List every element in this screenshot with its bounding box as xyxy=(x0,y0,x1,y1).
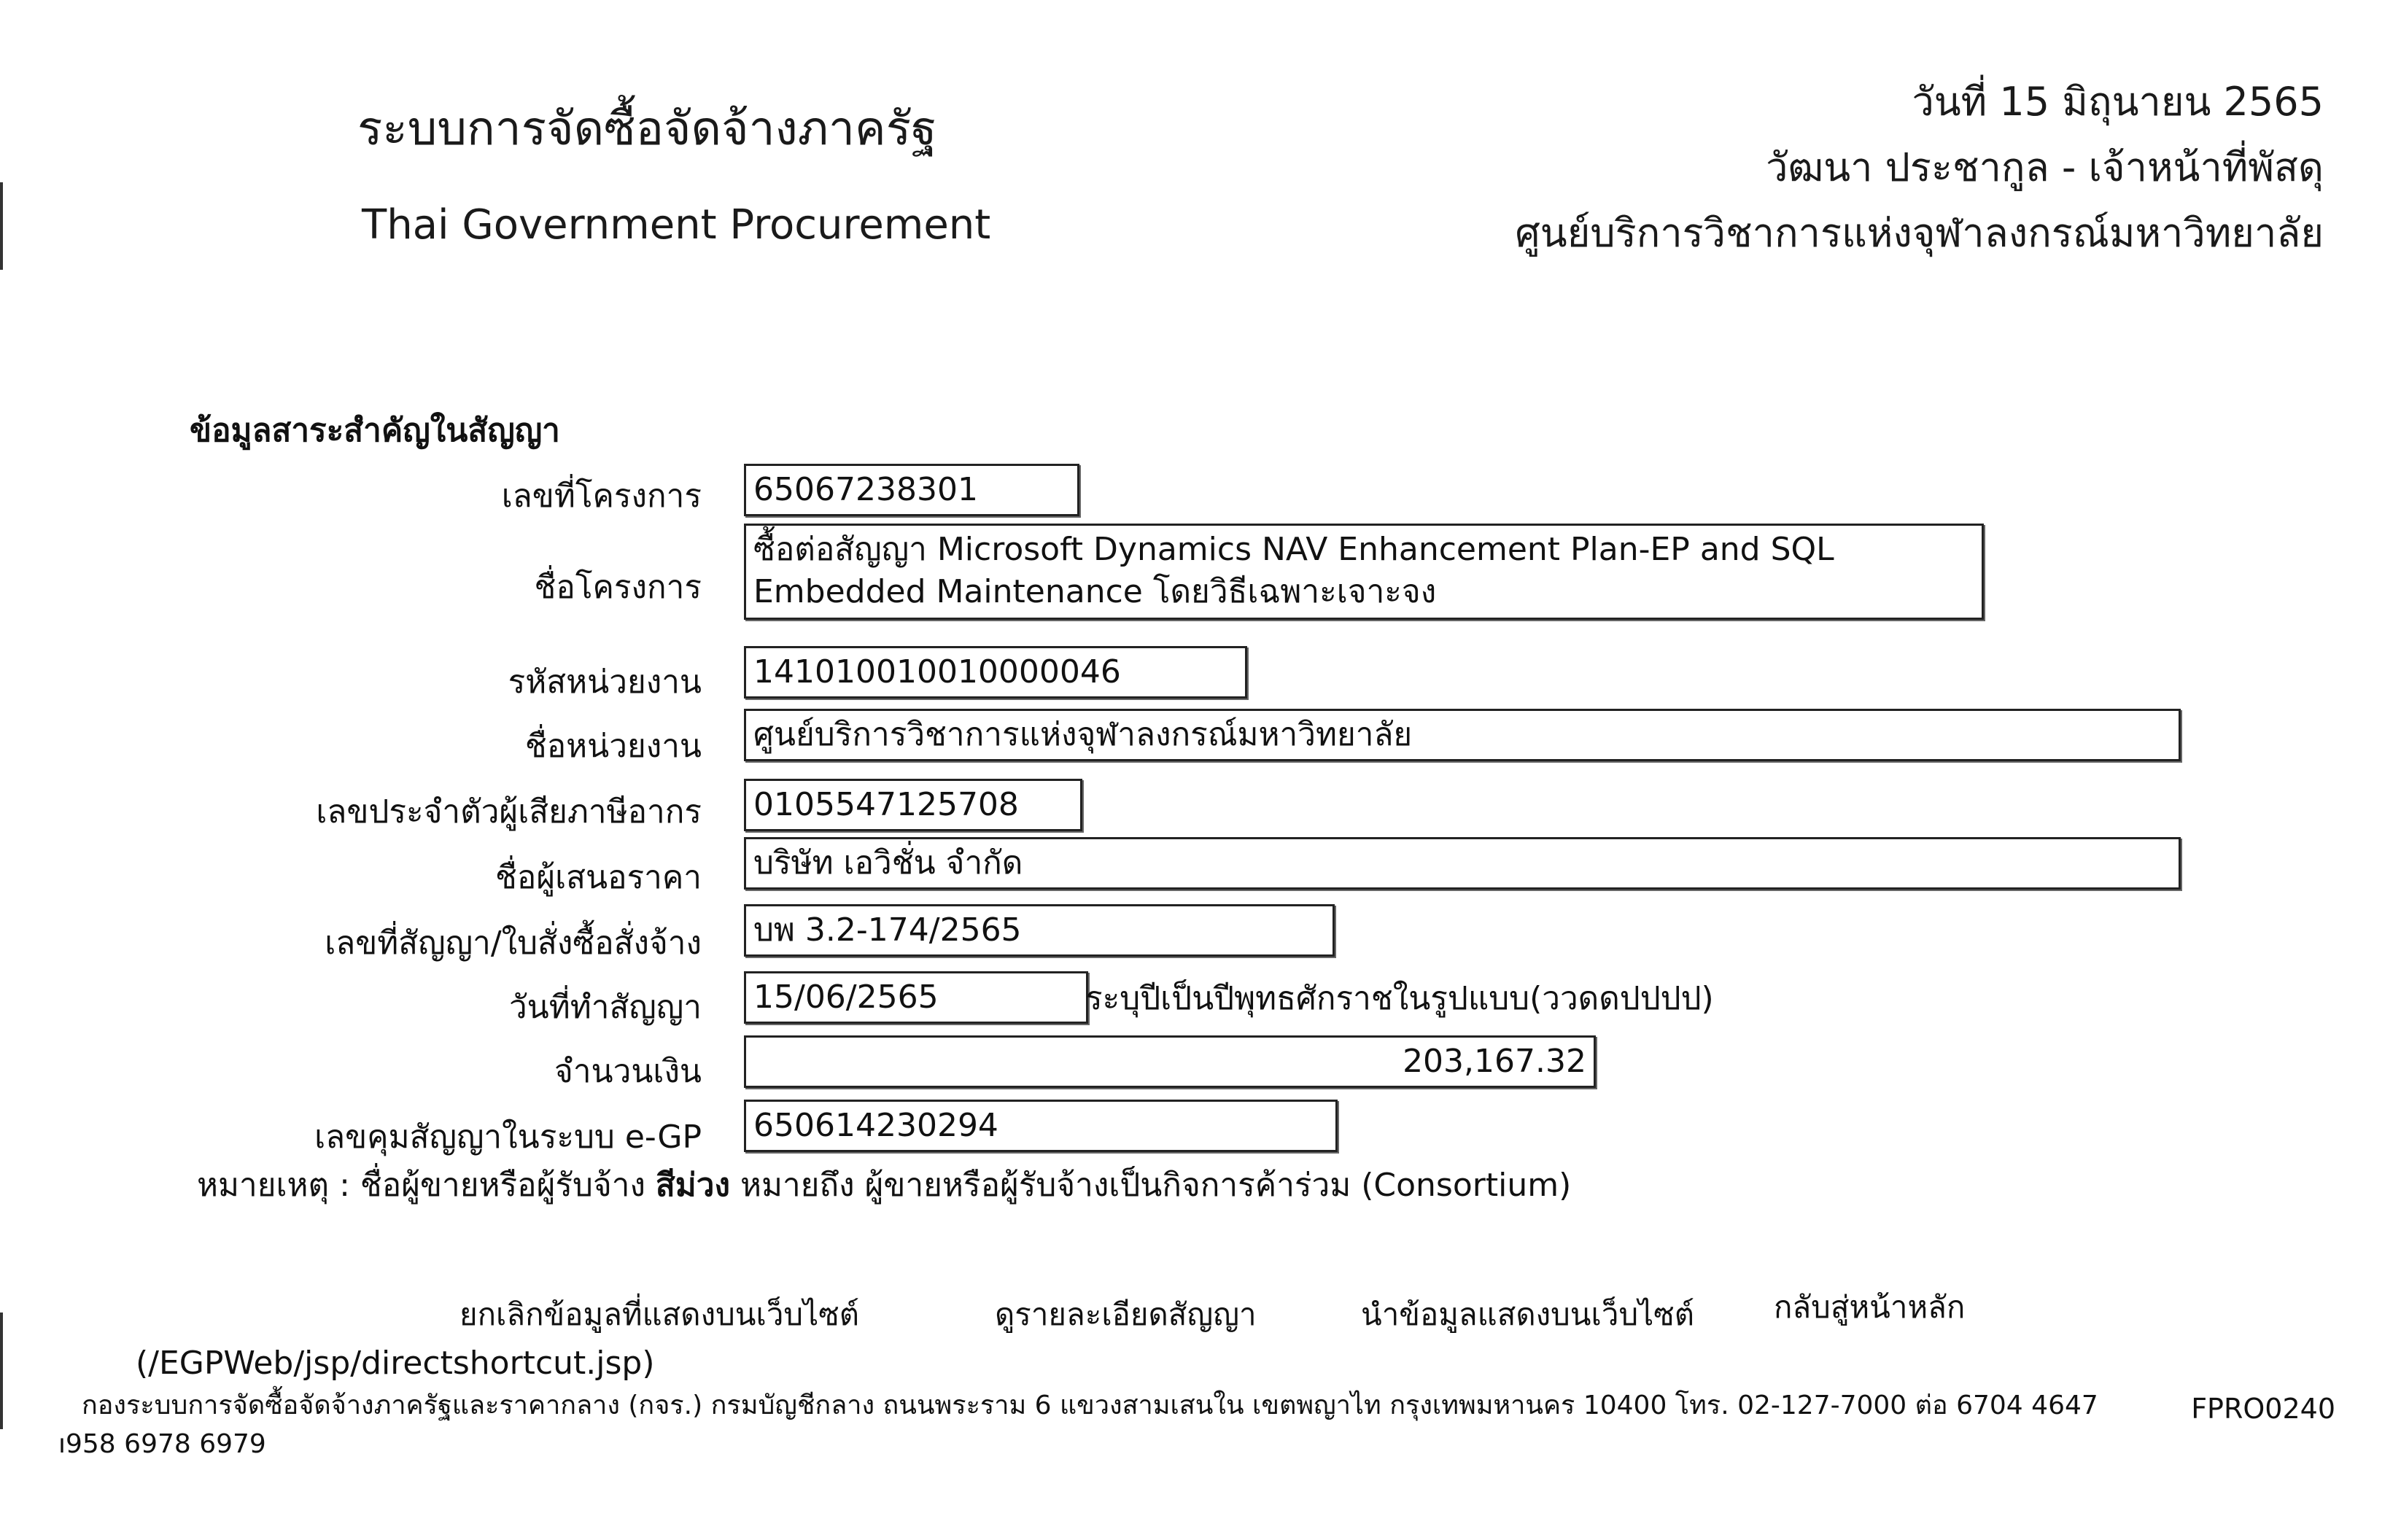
system-title-english: Thai Government Procurement xyxy=(362,201,991,249)
amount-field[interactable]: 203,167.32 xyxy=(744,1035,1596,1088)
bidder-name-label: ชื่อผู้เสนอราคา xyxy=(495,859,702,896)
agency-code-field[interactable]: 141010010010000046 xyxy=(744,646,1247,699)
egp-contract-no-field[interactable]: 650614230294 xyxy=(744,1100,1338,1152)
agency-code-label: รหัสหน่วยงาน xyxy=(508,664,702,701)
footer-phone-extra: ı958 6978 6979 xyxy=(58,1429,266,1459)
amount-label: จำนวนเงิน xyxy=(554,1053,702,1090)
tax-id-field[interactable]: 0105547125708 xyxy=(744,779,1082,831)
contract-no-label: เลขที่สัญญา/ใบสั่งซื้อสั่งจ้าง xyxy=(325,925,702,962)
view-contract-link[interactable]: ดูรายละเอียดสัญญา xyxy=(995,1296,1257,1332)
back-home-link[interactable]: กลับสู่หน้าหลัก xyxy=(1774,1289,1966,1325)
remark-prefix: หมายเหตุ : ชื่อผู้ขายหรือผู้รับจ้าง xyxy=(197,1167,656,1204)
project-no-field[interactable]: 65067238301 xyxy=(744,464,1079,516)
page-url: (/EGPWeb/jsp/directshortcut.jsp) xyxy=(136,1345,655,1382)
project-name-label: ชื่อโครงการ xyxy=(534,569,702,606)
user-organization: ศูนย์บริการวิชาการแห่งจุฬาลงกรณ์มหาวิทยาลัย xyxy=(1515,210,2324,256)
scan-edge-mark xyxy=(0,182,3,270)
footer-address: กองระบบการจัดซื้อจัดจ้างภาครัฐและราคากลาง (กจร.) กรมบัญชีกลาง ถนนพระราม 6 แขวงสามเสนใน เขตพญาไท กรุงเทพมหานคร 10400 โทร. 02-127-7000 ต่อ 6704 4647 xyxy=(82,1391,2098,1420)
bidder-name-field[interactable]: บริษัท เอวิชั่น จำกัด xyxy=(744,837,2181,890)
section-title: ข้อมูลสาระสำคัญในสัญญา xyxy=(190,412,560,449)
publish-link[interactable]: นำข้อมูลแสดงบนเว็บไซต์ xyxy=(1361,1296,1695,1332)
scan-edge-mark xyxy=(0,1312,3,1429)
contract-no-field[interactable]: บพ 3.2-174/2565 xyxy=(744,904,1335,957)
agency-name-field[interactable]: ศูนย์บริการวิชาการแห่งจุฬาลงกรณ์มหาวิทยาลัย xyxy=(744,709,2181,761)
agency-name-label: ชื่อหน่วยงาน xyxy=(524,728,702,765)
project-no-label: เลขที่โครงการ xyxy=(501,478,702,515)
contract-date-field[interactable]: 15/06/2565 xyxy=(744,971,1088,1024)
egp-contract-no-label: เลขคุมสัญญาในระบบ e-GP xyxy=(314,1119,702,1156)
tax-id-label: เลขประจำตัวผู้เสียภาษีอากร xyxy=(316,793,702,831)
contract-date-format-hint: ระบุปีเป็นปีพุทธศักราชในรูปแบบ(ววดดปปปป) xyxy=(1085,980,1714,1017)
print-date: วันที่ 15 มิถุนายน 2565 xyxy=(1912,79,2324,125)
system-title-thai: ระบบการจัดซื้อจัดจ้างภาครัฐ xyxy=(357,102,937,156)
form-code: FPRO0240 xyxy=(2191,1393,2335,1425)
project-name-field[interactable]: ซื้อต่อสัญญา Microsoft Dynamics NAV Enhancement Plan-EP and SQL Embedded Maintenance โดยวิธีเฉพาะเจาะจง xyxy=(744,524,1984,620)
cancel-display-link[interactable]: ยกเลิกข้อมูลที่แสดงบนเว็บไซต์ xyxy=(459,1296,859,1332)
user-name-role: วัฒนา ประชากูล - เจ้าหน้าที่พัสดุ xyxy=(1766,144,2324,190)
remark-note xyxy=(197,1159,1571,1210)
remark-highlight: สีม่วง xyxy=(655,1167,730,1204)
remark-suffix: หมายถึง ผู้ขายหรือผู้รับจ้างเป็นกิจการค้าร่วม (Consortium) xyxy=(729,1167,1572,1204)
contract-date-label: วันที่ทำสัญญา xyxy=(508,989,702,1026)
